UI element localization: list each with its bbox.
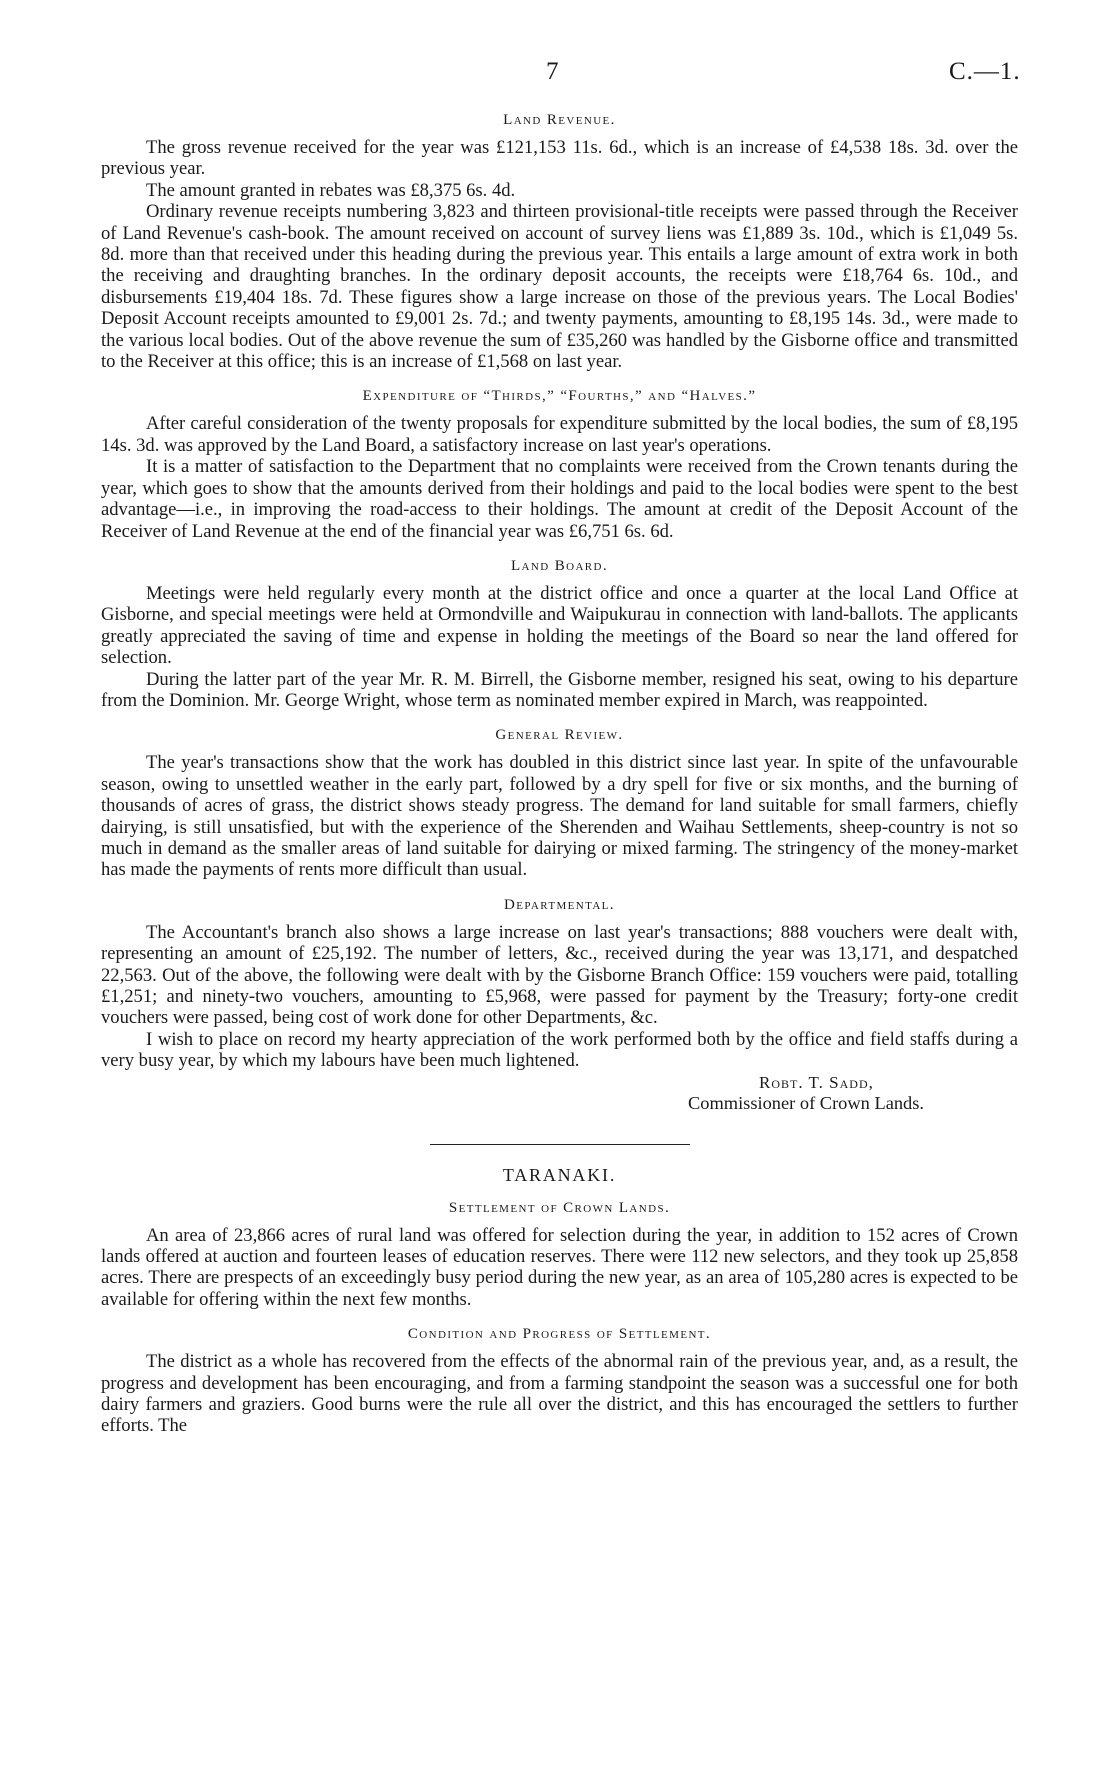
signatory-name: Robt. T. Sadd, — [759, 1072, 874, 1092]
section-departmental — [101, 897, 1018, 1072]
section-heading: General Review. — [495, 727, 624, 744]
section-land-revenue — [101, 112, 1018, 372]
paragraph: The district as a whole has recovered from the effects of the abnormal rain of the previous year, and, as a result, the progress and development has been encouraging, and from a farming standpoint the season was a successful one for both dairy farmers and graziers. Good burns were the rule all over the district, and this has encouraged the settlers to further efforts. The — [101, 1351, 1018, 1437]
section-condition-progress — [101, 1326, 1018, 1437]
paragraph: An area of 23,866 acres of rural land was offered for selection during the year, in addition to 152 acres of Crown lands offered at auction and fourteen leases of education reserves. There were 112 new selectors, and they took up 25,858 acres. There are prespects of an exceedingly busy period during the new year, as an area of 105,280 acres is expected to be available for offering within the next few months. — [101, 1224, 1018, 1310]
section-heading: Land Board. — [510, 557, 609, 574]
section-heading: Departmental. — [504, 896, 615, 913]
paragraph: Ordinary revenue receipts numbering 3,823 and thirteen provisional-title receipts were passed through the Receiver of Land Revenue's cash-book. The amount received on account of survey liens was £1,889 3s. 10d., which is £1,049 5s. 8d. more than that received under this heading during the previous year. This entails a large amount of extra work in both the receiving and draughting branches. In the ordinary deposit accounts, the receipts were £18,764 6s. 10d., and disbursements £19,404 18s. 7d. These figures show a large increase on those of the previous years. The Local Bodies' Deposit Account receipts amounted to £9,001 2s. 7d.; and twenty payments, amounting to £8,195 14s. 3d., were made to the various local bodies. Out of the above revenue the sum of £35,260 was handled by the Gisborne office and transmitted to the Receiver at this office; this is an increase of £1,568 on last year. — [101, 201, 1018, 373]
section-settlement-crown-lands — [101, 1200, 1018, 1311]
section-heading: Settlement of Crown Lands. — [448, 1199, 671, 1216]
paragraph: During the latter part of the year Mr. R. M. Birrell, the Gisborne member, resigned his seat, owing to his departure from the Dominion. Mr. George Wright, whose term as nominated member expired in March, was reappointed. — [101, 668, 1018, 711]
paragraph: The year's transactions show that the work has doubled in this district since last year. In spite of the unfavourable season, owing to unsettled weather in the early part, followed by a dry spell for five or six months, and the burning of thousands of acres of grass, the district shows steady progress. The demand for land suitable for small farmers, chiefly dairying, is still unsatisfied, but with the experience of the Sherenden and Waihau Settlements, sheep-country is not so much in demand as the smaller areas of land suitable for dairying or mixed farming. The stringency of the money-market has made the payments of rents more difficult than usual. — [101, 752, 1018, 881]
section-general-review — [101, 727, 1018, 880]
paragraph: After careful consideration of the twenty proposals for expenditure submitted by the local bodies, the sum of £8,195 14s. 3d. was approved by the Land Board, a satisfactory increase on last year's operations. — [101, 413, 1018, 456]
paragraph: It is a matter of satisfaction to the Department that no complaints were received from the Crown tenants during the year, which goes to show that the amounts derived from their holdings and paid to the local bodies were spent to the best advantage—i.e., in improving the road-access to their holdings. The amount at credit of the Deposit Account of the Receiver of Land Revenue at the end of the financial year was £6,751 6s. 6d. — [101, 456, 1018, 542]
section-heading: Condition and Progress of Settlement. — [407, 1326, 712, 1343]
section-divider — [430, 1144, 690, 1145]
signatory-title: Commissioner of Crown Lands. — [688, 1092, 924, 1113]
section-land-board — [101, 558, 1018, 711]
paragraph: Meetings were held regularly every month at the district office and once a quarter at the local Land Office at Gisborne, and special meetings were held at Ormondville and Waipukurau in connection with land-ballots. The applicants greatly appreciated the saving of time and expense in holding the meetings of the Board so near the land offered for selection. — [101, 582, 1018, 669]
paragraph: The amount granted in rebates was £8,375 6s. 4d. — [146, 179, 516, 201]
page-number: 7 — [546, 58, 559, 85]
paragraph: I wish to place on record my hearty appreciation of the work performed both by the office and field staffs during a very busy year, by which my labours have been much lightened. — [101, 1028, 1018, 1072]
signature-block — [101, 1072, 1018, 1114]
parliamentary-paper-ref: C.—1. — [949, 58, 1021, 85]
paragraph: The gross revenue received for the year was £121,153 11s. 6d., which is an increase of £4,538 18s. 3d. over the previous year. — [101, 137, 1018, 180]
section-heading: Land Revenue. — [503, 112, 616, 128]
section-expenditure — [101, 388, 1018, 541]
paragraph: The Accountant's branch also shows a large increase on last year's transactions; 888 vouchers were dealt with, representing an amount of £25,192. The number of letters, &c., received during the year was 13,171, and despatched 22,563. Out of the above, the following were dealt with by the Gisborne Branch Office: 159 vouchers were paid, totalling £1,251; and ninety-two vouchers, amounting to £5,968, were passed for payment by the Treasury; forty-one credit vouchers were passed, being cost of work done for other Departments, &c. — [101, 921, 1018, 1029]
section-heading: Expenditure of “Thirds,” “Fourths,” and “Halves.” — [362, 388, 757, 405]
text-column — [101, 112, 1018, 1437]
district-title: TARANAKI. — [502, 1164, 617, 1185]
